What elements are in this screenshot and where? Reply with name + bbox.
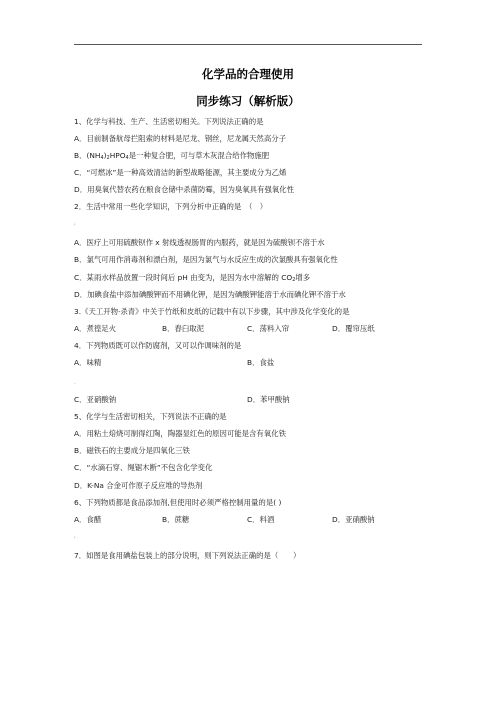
stray-mark: ': [74, 223, 76, 230]
question-3-option-b: B．舂臼取泥: [162, 324, 205, 333]
question-6-option-c: C．料酒: [247, 515, 275, 524]
document-title: 化学品的合理使用: [202, 67, 294, 81]
question-1-option-d: D．用臭氧代替农药在粮食仓储中杀菌防霉，因为臭氧具有强氧化性: [74, 185, 295, 194]
question-1-option-b: B．$(NH_4)_2HPO_4$是一种复合肥，可与草木灰混合给作物施肥: [74, 151, 270, 161]
question-6-option-b: B．蔗糖: [162, 515, 190, 524]
question-2-option-c: C．某雨水样品放置一段时间后 pH 由变为，是因为水中溶解的 $CO_2$增多: [74, 273, 311, 283]
stray-mark: .: [74, 379, 76, 386]
question-5-stem: 5、化学与生活密切相关，下列说法不正确的是: [74, 412, 227, 421]
question-5-option-d: D．K-Na 合金可作原子反应堆的导热剂: [74, 481, 203, 490]
document-subtitle: 同步练习（解析版）: [196, 94, 300, 108]
question-3-option-d: D．覆帘压纸: [332, 324, 375, 333]
question-3-option-a: A．煮徨足火: [74, 324, 117, 333]
question-6-option-d: D．亚硝酸钠: [332, 515, 375, 524]
question-4-option-a: A．味精: [74, 358, 102, 367]
question-2-option-b: B．氯气可用作消毒剂和漂白剂，是因为氯气与水反应生成的次氯酸具有强氧化性: [74, 255, 338, 264]
question-3-option-c: C．荡料入帘: [247, 324, 290, 333]
question-6-option-a: A．食醋: [74, 515, 102, 524]
question-5-option-c: C．“水滴石穿、绳锯木断”不包含化学变化: [74, 463, 213, 472]
question-5-option-a: A．用粘土焙烧可制得红陶，陶器显红色的原因可能是含有氧化铁: [74, 429, 286, 438]
question-2-stem: 2．生活中常用一些化学知识，下列分析中正确的是 （ ）: [74, 202, 268, 211]
question-4-option-b: B．食盐: [247, 358, 275, 367]
header-rule: [74, 44, 422, 45]
question-1-option-a: A．目前制备航母拦阻索的材料是尼龙、钢丝，尼龙属天然高分子: [74, 134, 286, 143]
question-2-option-a: A．医疗上可用硫酸钡作 x 射线透视肠胃的内服药，就是因为硫酸钡不溶于水: [74, 238, 325, 247]
question-2-option-d: D．加碘食盐中添加碘酸钾而不用碘化钾，是因为碘酸钾能溶于水而碘化钾不溶于水: [74, 290, 346, 299]
question-1-stem: 1、化学与科技、生产、生活密切相关。下列说法正确的是: [74, 117, 264, 126]
question-6-stem: 6、下列物质都是食品添加剂,但使用时必须严格控制用量的是( ): [74, 498, 282, 507]
question-3-stem: 3.《天工开物·杀青》中关于竹纸和皮纸的记载中有以下步骤，其中涉及化学变化的是: [74, 307, 350, 316]
question-1-option-c: C．“可燃冰”是一种高效清洁的新型战略能源，其主要成分为乙烯: [74, 168, 287, 177]
question-5-option-b: B．磁铁石的主要成分是四氧化三铁: [74, 446, 190, 455]
question-4-stem: 4．下列物质既可以作防腐剂，又可以作调味剂的是: [74, 341, 242, 350]
question-4-option-c: C．亚硝酸钠: [74, 395, 117, 404]
question-4-option-d: D．苯甲酸钠: [247, 395, 290, 404]
stray-mark: ': [74, 536, 76, 543]
question-7-stem: 7．如图是食用碘盐包装上的部分说明，则下列说法正确的是（ ）: [74, 551, 301, 560]
